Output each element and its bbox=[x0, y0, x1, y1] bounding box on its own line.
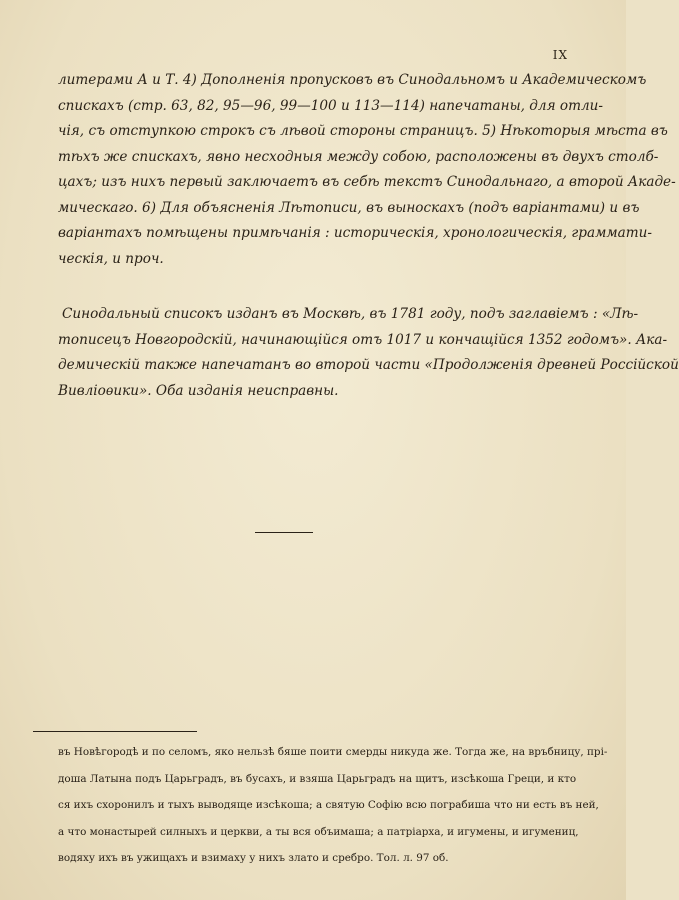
footnote-rule bbox=[33, 731, 197, 732]
text-line: тѣхъ же спискахъ, явно несходныя между собою, расположены въ двухъ столб- bbox=[58, 148, 659, 165]
footnote-line: доша Латына подъ Царьградъ, въ бусахъ, и взяша Царьградъ на щитъ, изсѣкоша Греци, и кто bbox=[58, 772, 577, 785]
footnote-line: а что монастырей силныхъ и церкви, а ты вся объимаша; а патріарха, и игумены, и игумениц, bbox=[58, 825, 579, 838]
page-number: IX bbox=[552, 48, 568, 62]
paragraph-editions bbox=[58, 302, 679, 404]
text-line: ческія, и проч. bbox=[58, 250, 164, 267]
footnote-line: въ Новѣгородѣ и по селомъ, яко нельзѣ бяше поити смерды никуда же. Тогда же, на връбницу, прі- bbox=[58, 746, 608, 758]
text-line: спискахъ (стр. 63, 82, 95—96, 99—100 и 113—114) напечатаны, для отли- bbox=[58, 97, 603, 114]
text-line: чія, съ отступкою строкъ съ лѣвой стороны страницъ. 5) Нѣкоторыя мѣста въ bbox=[58, 123, 668, 139]
text-line: Вивліоѳики». Оба изданія неисправны. bbox=[58, 382, 339, 399]
paragraph-notes bbox=[58, 68, 676, 272]
text-line: Синодальный списокъ изданъ въ Москвѣ, въ 1781 году, подъ заглавіемъ : «Лѣ- bbox=[62, 306, 639, 322]
text-line: мическаго. 6) Для объясненія Лѣтописи, въ выноскахъ (подъ варіантами) и въ bbox=[58, 199, 640, 216]
text-line: демическій также напечатанъ во второй части «Продолженія древней Россійской bbox=[58, 357, 679, 373]
footnote bbox=[58, 739, 608, 872]
text-line: варіантахъ помѣщены примѣчанія : историческія, хронологическія, граммати- bbox=[58, 225, 652, 241]
text-line: литерами А и Т. 4) Дополненія пропусковъ въ Синодальномъ и Академическомъ bbox=[58, 72, 647, 88]
footnote-line: водяху ихъ въ ужищахъ и взимаху у нихъ злато и сребро. Тол. л. 97 об. bbox=[58, 852, 449, 864]
text-line: цахъ; изъ нихъ первый заключаетъ въ себѣ текстъ Синодальнаго, а второй Акаде- bbox=[58, 174, 676, 190]
section-divider bbox=[255, 532, 313, 533]
footnote-line: ся ихъ схоронилъ и тыхъ выводяще изсѣкоша; а святую Софію всю пограбиша что ни есть въ ней, bbox=[58, 799, 599, 811]
text-line: тописецъ Новгородскій, начинающійся отъ 1017 и кончащійся 1352 годомъ». Ака- bbox=[58, 331, 668, 348]
